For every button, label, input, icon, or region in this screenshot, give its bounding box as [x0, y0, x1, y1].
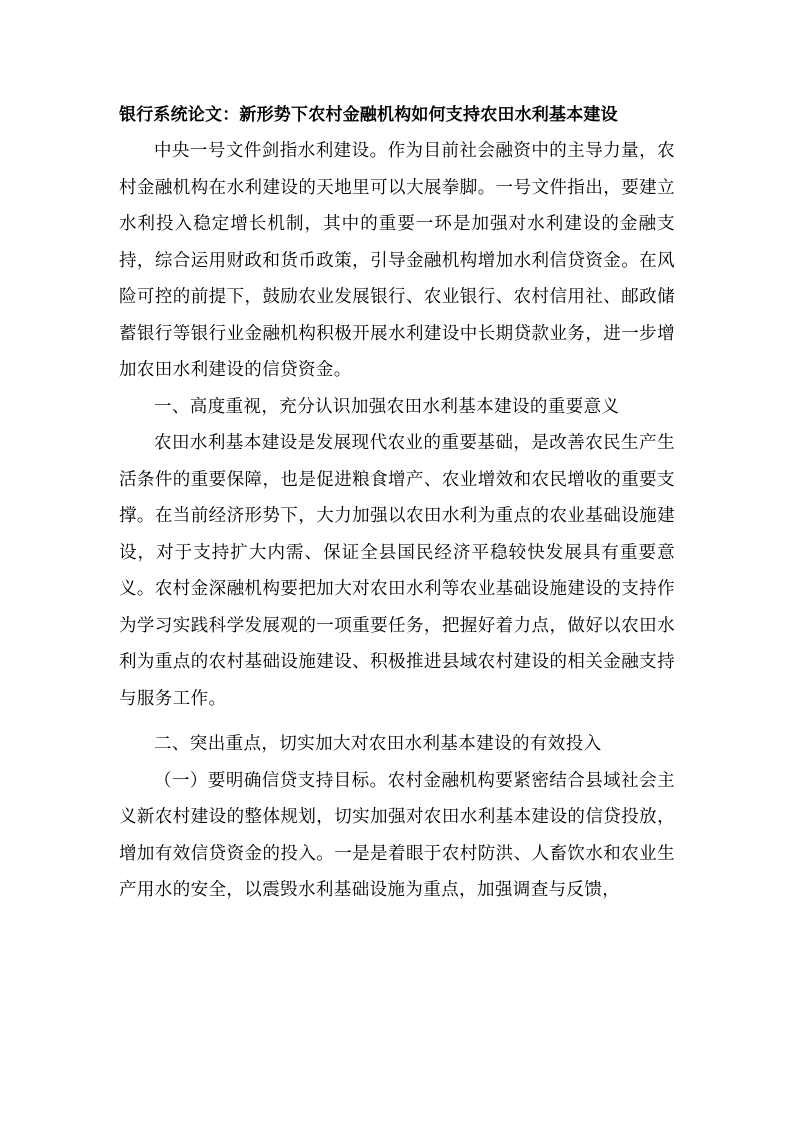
- section-heading-1: 一、高度重视，充分认识加强农田水利基本建设的重要意义: [154, 396, 620, 417]
- section-heading-2: 二、突出重点，切实加大对农田水利基本建设的有效投入: [154, 734, 602, 754]
- intro-paragraph: 中央一号文件剑指水利建设。作为目前社会融资中的主导力量，农村金融机构在水利建设的天地里可以大展拳脚。一号文件指出，要建立水利投入稳定增长机制，其中的重要一环是加强对水利建设的金融支持，综合运用财政和货币政策，引导金融机构增加水利信贷资金。在风险可控的前提下，鼓励农业发展银行、农业银行、农村信用社、邮政储蓄银行等银行业金融机构积极开展水利建设中长期贷款业务，进一步增加农田水利建设的信贷资金。: [119, 141, 675, 380]
- section-2-paragraph: （一）要明确信贷支持目标。农村金融机构要紧密结合县域社会主义新农村建设的整体规划，切实加强对农田水利基本建设的信贷投放，增加有效信贷资金的投入。一是是着眼于农村防洪、人畜饮水和农业生产用水的安全，以震毁水利基础设施为重点，加强调查与反馈，: [119, 770, 675, 900]
- document-title: 银行系统论文：新形势下农村金融机构如何支持农田水利基本建设: [119, 105, 618, 125]
- section-1-paragraph: 农田水利基本建设是发展现代农业的重要基础，是改善农民生产生活条件的重要保障，也是促进粮食增产、农业增效和农民增收的重要支撑。在当前经济形势下，大力加强以农田水利为重点的农业基础设施建设，对于支持扩大内需、保证全县国民经济平稳较快发展具有重要意义。农村金深融机构要把加大对农田水利等农业基础设施建设的支持作为学习实践科学发展观的一项重要任务，把握好着力点，做好以农田水利为重点的农村基础设施建设、积极推进县域农村建设的相关金融支持与服务工作。: [119, 433, 675, 709]
- document-page: [119, 103, 675, 909]
